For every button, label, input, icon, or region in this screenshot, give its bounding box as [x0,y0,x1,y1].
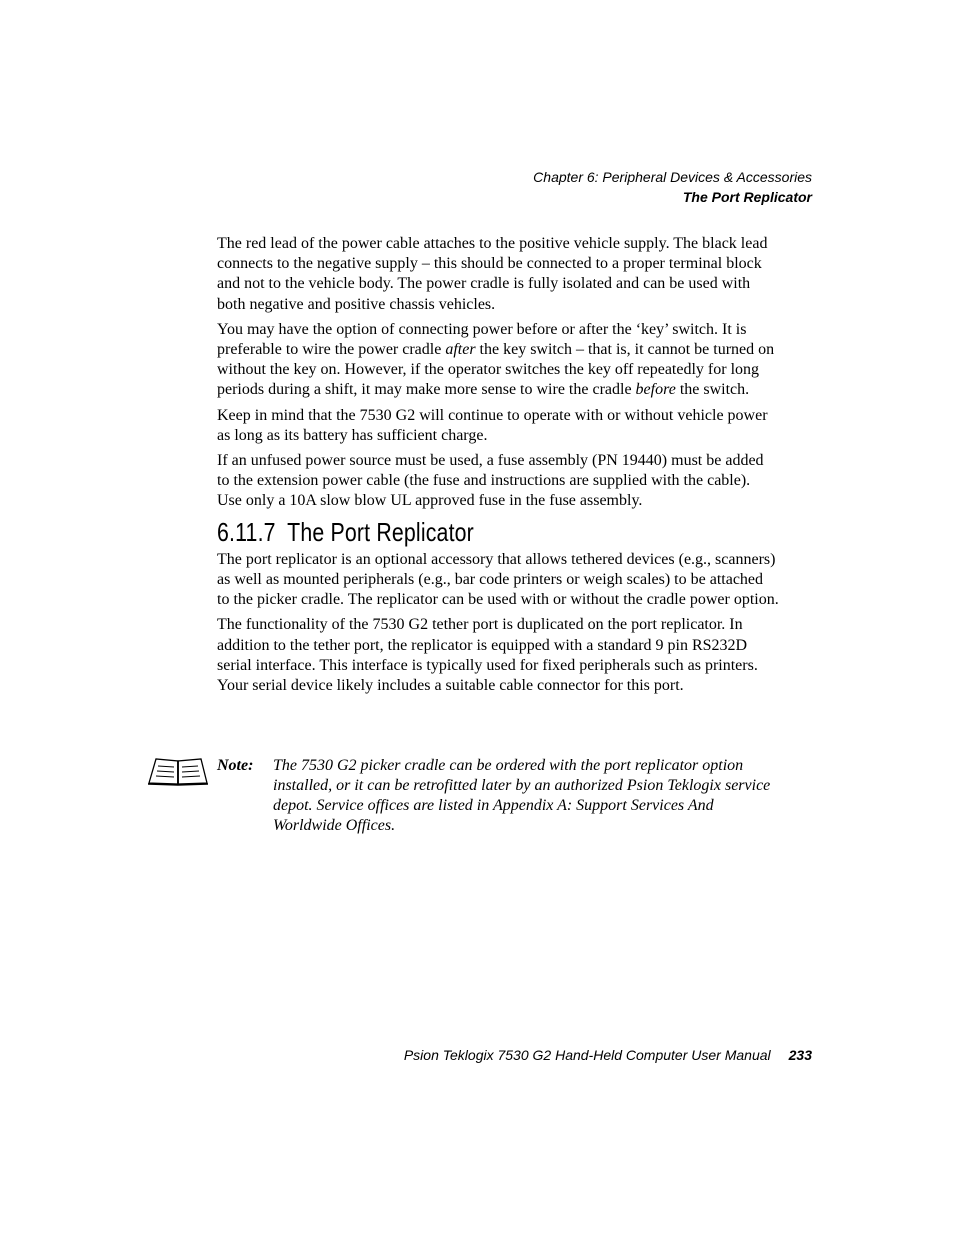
text-span: the switch. [675,381,750,399]
heading-title: The Port Replicator [287,516,474,547]
paragraph-key-switch [217,320,779,401]
paragraph: The functionality of the 7530 G2 tether port is duplicated on the port replicator. In addition to the tether port, the replicator is equipped with a standard 9 pin RS232D serial interface. This interface is typically used for fixed peripherals such as printers. Your serial device likely includes a suitable cable connector for this port. [217,616,758,695]
manual-title: Psion Teklogix 7530 G2 Hand-Held Computer User Manual [403,1047,771,1063]
text-span: You may have the option of connecting power before or after the ‘key’ switch. It is preferable to wire the power cradle [217,320,747,359]
running-footer [404,1047,812,1063]
paragraph: The red lead of the power cable attaches to the positive vehicle supply. The black lead connects to the negative supply – this should be connected to a proper terminal block and not to the vehicle body. The power cradle is fully isolated and can be used with both negative and positive chassis vehicles. [217,235,768,313]
paragraph: The port replicator is an optional accessory that allows tethered devices (e.g., scanners) as well as mounted peripherals (e.g., bar code printers or weigh scales) to be attached to the picker cradle. The replicator can be used with or without the cradle power option. [217,550,779,609]
text-span: the key switch – that is, it cannot be turned on without the key on. However, if the operator switches the key off repeatedly for long periods during a shift, it may make more sense to wire the cradle [217,341,775,399]
section-title: The Port Replicator [682,189,812,205]
page-number: 233 [788,1047,812,1063]
note-label: Note: [217,757,254,774]
emphasis: after [445,341,476,359]
paragraph: Keep in mind that the 7530 G2 will continue to operate with or without vehicle power as long as its battery has sufficient charge. [217,406,768,444]
chapter-title: Chapter 6: Peripheral Devices & Accessories [533,169,812,185]
book-icon [146,756,210,792]
running-header [533,167,812,207]
section-heading [217,516,678,547]
note-text: The 7530 G2 picker cradle can be ordered with the port replicator option installed, or it can be retrofitted later by an authorized Psion Teklogix service depot. Service offices are listed in Appendix A: Support Services And Worldwide Offices. [273,757,771,834]
emphasis: before [635,381,676,399]
paragraph: If an unfused power source must be used, a fuse assembly (PN 19440) must be added to the extension power cable (the fuse and instructions are supplied with the cable). Use only a 10A slow blow UL approved fuse in the fuse assembly. [217,452,764,510]
body-content [217,234,779,701]
heading-number: 6.11.7 [217,516,276,547]
